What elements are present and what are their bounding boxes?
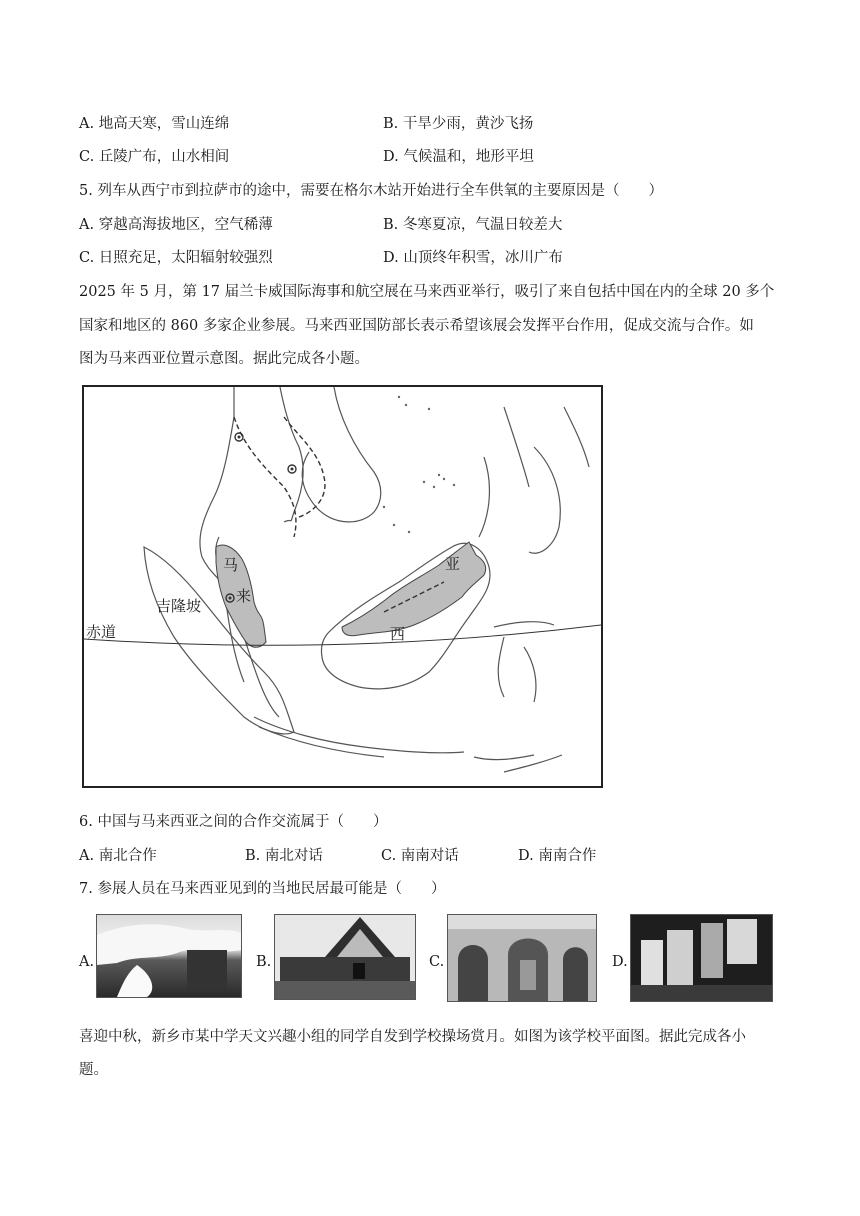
- q5-option-d: D. 山顶终年积雪，冰川广布: [383, 250, 563, 266]
- q6-stem: 6. 中国与马来西亚之间的合作交流属于（ ）: [79, 814, 388, 830]
- q7-option-c-letter: C.: [429, 954, 445, 970]
- malaysia-location-map: [82, 385, 603, 788]
- passage1-line2: 国家和地区的 860 多家企业参展。马来西亚国防部长表示希望该展会发挥平台作用，促成交流与合作。如: [79, 318, 754, 334]
- snow-house-photo: [96, 914, 242, 998]
- map-label-lai: 来: [236, 587, 252, 605]
- q7-options: [0, 914, 860, 1004]
- q5-option-b: B. 冬寒夏凉，气温日较差大: [383, 217, 563, 233]
- kuala-lumpur-marker-dot: [229, 597, 232, 600]
- q7-stem: 7. 参展人员在马来西亚见到的当地民居最可能是（ ）: [79, 881, 446, 897]
- philippines-coast: [479, 407, 589, 553]
- q6-option-d: D. 南南合作: [518, 848, 597, 864]
- passage2-line1: 喜迎中秋，新乡市某中学天文兴趣小组的同学自发到学校操场赏月。如图为该学校平面图。据此完成各小: [79, 1029, 746, 1045]
- map-drawing: [84, 387, 601, 786]
- bangkok-marker-dot: [238, 436, 241, 439]
- q5-stem: 5. 列车从西宁市到拉萨市的途中，需要在格尔木站开始进行全车供氧的主要原因是（ ）: [79, 183, 663, 199]
- q7-option-d-letter: D.: [612, 954, 628, 970]
- phnom-penh-marker-dot: [291, 468, 294, 471]
- passage2-line2: 题。: [79, 1062, 108, 1078]
- q4-option-b: B. 干旱少雨，黄沙飞扬: [383, 116, 534, 132]
- map-label-ya: 亚: [445, 555, 461, 573]
- q6-option-b: B. 南北对话: [245, 848, 323, 864]
- q7-option-b-letter: B.: [256, 954, 272, 970]
- map-label-kuala-lumpur: 吉隆坡: [156, 597, 202, 615]
- java-coast: [254, 717, 464, 757]
- east-malaysia-shape: [342, 542, 486, 636]
- map-label-xi: 西: [390, 625, 406, 643]
- q7-option-a-letter: A.: [79, 954, 95, 970]
- q6-option-a: A. 南北合作: [79, 848, 157, 864]
- laos-vietnam-border: [284, 417, 325, 517]
- thai-border: [234, 417, 296, 537]
- q6-option-c: C. 南南对话: [381, 848, 459, 864]
- q5-option-a: A. 穿越高海拔地区，空气稀薄: [79, 217, 273, 233]
- q4-option-a: A. 地高天寒，雪山连绵: [79, 116, 230, 132]
- passage1-line3: 图为马来西亚位置示意图。据此完成各小题。: [79, 351, 369, 367]
- passage1-line1: 2025 年 5 月，第 17 届兰卡威国际海事和航空展在马来西亚举行，吸引了来自包括中国在内的全球 20 多个: [79, 284, 775, 300]
- map-label-equator: 赤道: [86, 623, 117, 641]
- q4-option-c: C. 丘陵广布，山水相间: [79, 149, 230, 165]
- q5-option-c: C. 日照充足，太阳辐射较强烈: [79, 250, 273, 266]
- cave-dwelling-photo: [447, 914, 597, 1002]
- map-label-ma: 马: [223, 556, 239, 574]
- stilt-house-photo: [274, 914, 416, 1000]
- lesser-sunda-coast: [474, 755, 562, 772]
- tower-house-photo: [630, 914, 773, 1002]
- q4-option-d: D. 气候温和，地形平坦: [383, 149, 534, 165]
